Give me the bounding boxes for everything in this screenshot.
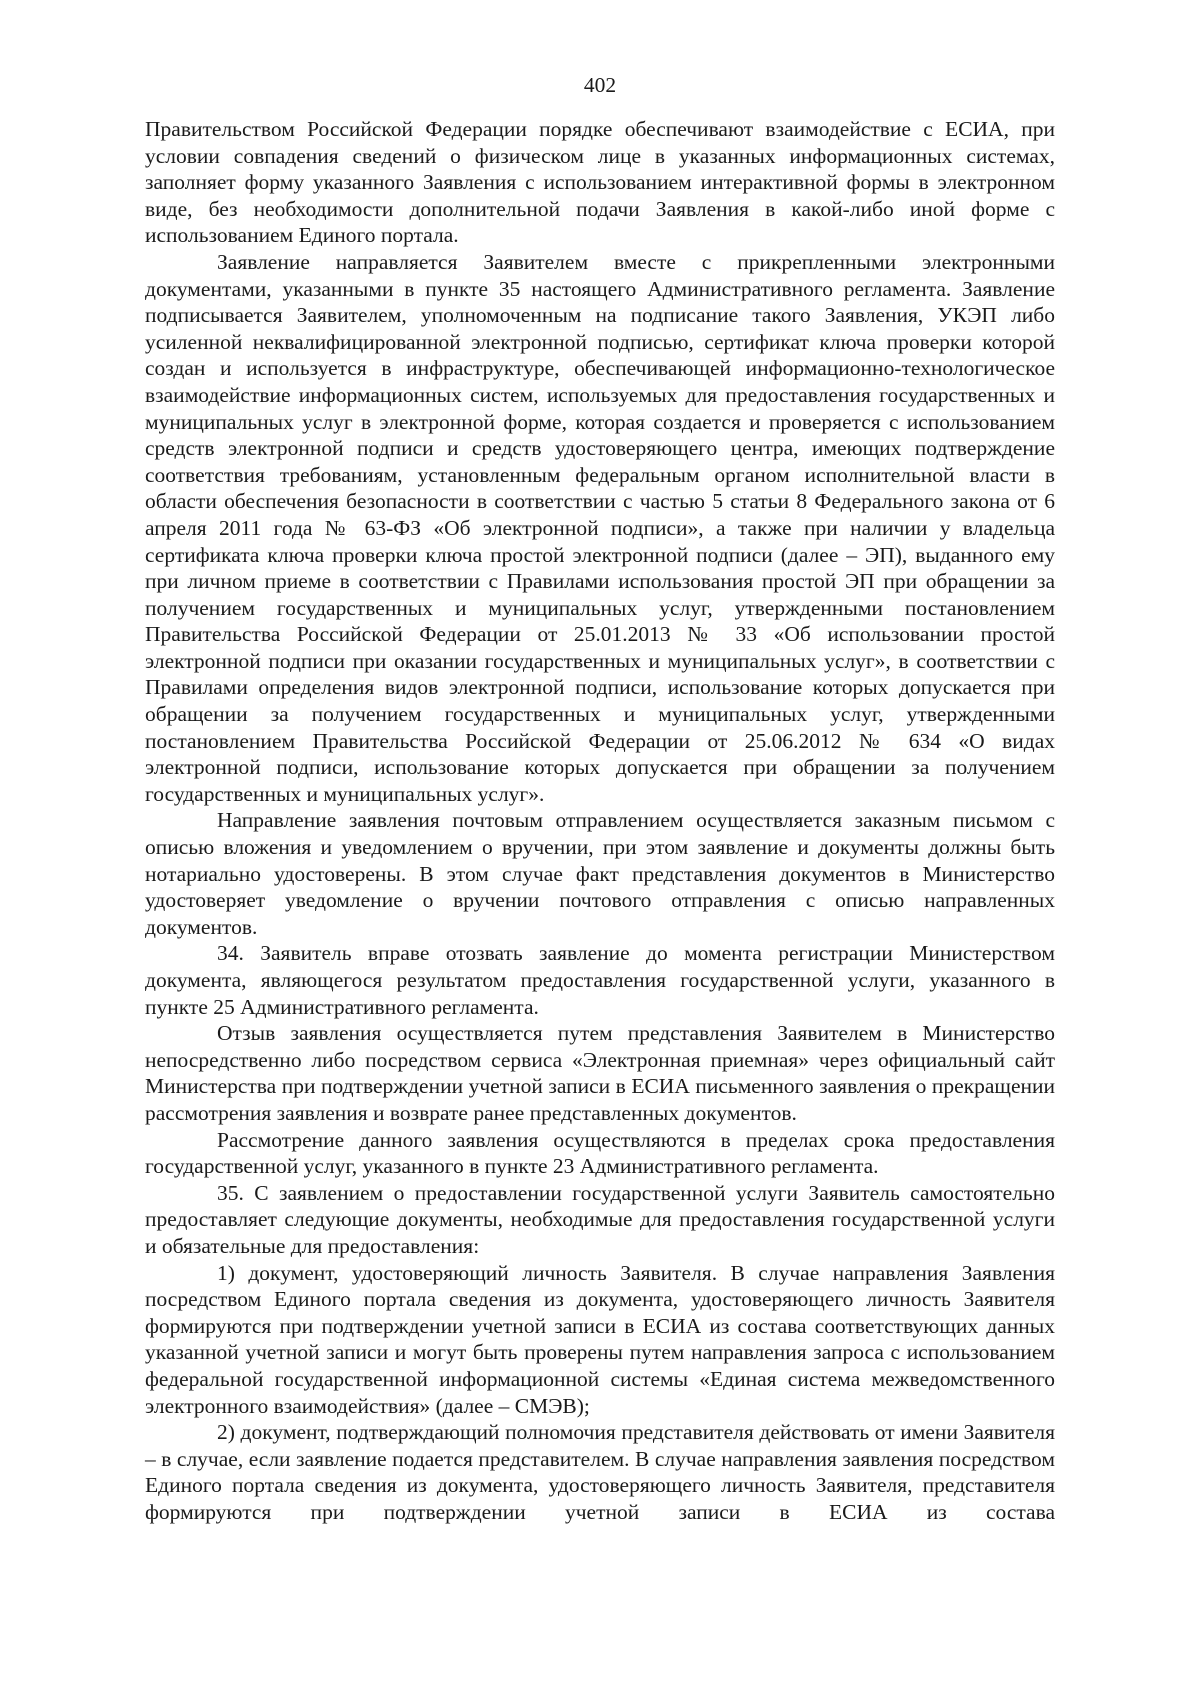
paragraph: Заявление направляется Заявителем вместе с прикрепленными электронными документами, указанными в пункте 35 настоящего Административного регламента. Заявление подписывается Заявителем, уполномоченным на подписание такого Заявления, УКЭП либо усиленной неквалифицированной электронной подписью, сертификат ключа проверки которой создан и используется в инфраструктуре, обеспечивающей информационно-технологическое взаимодействие информационных систем, используемых для предоставления государственных и муниципальных услуг в электронной форме, которая создается и проверяется с использованием средств электронной подписи и средств удостоверяющего центра, имеющих подтверждение соответствия требованиям, установленным федеральным органом исполнительной власти в области обеспечения безопасности в соответствии с частью 5 статьи 8 Федерального закона от 6 апреля 2011 года № 63-ФЗ «Об электронной подписи», а также при наличии у владельца сертификата ключа проверки ключа простой электронной подписи (далее – ЭП), выданного ему при личном приеме в соответствии с Правилами использования простой ЭП при обращении за получением государственных и муниципальных услуг, утвержденными постановлением Правительства Российской Федерации от 25.01.2013 № 33 «Об использовании простой электронной подписи при оказании государственных и муниципальных услуг», в соответствии с Правилами определения видов электронной подписи, использование которых допускается при обращении за получением государственных и муниципальных услуг, утвержденными постановлением Правительства Российской Федерации от 25.06.2012 № 634 «О видах электронной подписи, использование которых допускается при обращении за получением государственных и муниципальных услуг». [145, 249, 1055, 806]
paragraph: 2) документ, подтверждающий полномочия представителя действовать от имени Заявителя – в случае, если заявление подается представителем. В случае направления заявления посредством Единого портала сведения из документа, удостоверяющего личность Заявителя, представителя формируются при подтверждении учетной записи в ЕСИА из состава [145, 1420, 1055, 1524]
paragraph: Правительством Российской Федерации порядке обеспечивают взаимодействие с ЕСИА, при условии совпадения сведений о физическом лице в указанных информационных системах, заполняет форму указанного Заявления с использованием интерактивной формы в электронном виде, без необходимости дополнительной подачи Заявления в какой-либо иной форме с использованием Единого портала. [145, 117, 1055, 248]
paragraph: 35. С заявлением о предоставлении государственной услуги Заявитель самостоятельно предоставляет следующие документы, необходимые для предоставления государственной услуги и обязательные для предоставления: [145, 1180, 1055, 1258]
paragraph: 1) документ, удостоверяющий личность Заявителя. В случае направления Заявления посредством Единого портала сведения из документа, удостоверяющего личность Заявителя формируются при подтверждении учетной записи в ЕСИА из состава соответствующих данных указанной учетной записи и могут быть проверены путем направления запроса с использованием федеральной государственной информационной системы «Единая система межведомственного электронного взаимодействия» (далее – СМЭВ); [145, 1260, 1055, 1418]
document-body [145, 116, 1055, 1525]
paragraph: 34. Заявитель вправе отозвать заявление до момента регистрации Министерством документа, являющегося результатом предоставления государственной услуги, указанного в пункте 25 Административного регламента. [145, 941, 1055, 1019]
paragraph: Рассмотрение данного заявления осуществляются в пределах срока предоставления государственной услуг, указанного в пункте 23 Административного регламента. [145, 1127, 1055, 1179]
page-number: 402 [583, 73, 617, 97]
paragraph: Направление заявления почтовым отправлением осуществляется заказным письмом с описью вложения и уведомлением о вручении, при этом заявление и документы должны быть нотариально удостоверены. В этом случае факт представления документов в Министерство удостоверяет уведомление о вручении почтового отправления с описью направленных документов. [145, 808, 1055, 939]
paragraph: Отзыв заявления осуществляется путем представления Заявителем в Министерство непосредственно либо посредством сервиса «Электронная приемная» через официальный сайт Министерства при подтверждении учетной записи в ЕСИА письменного заявления о прекращении рассмотрения заявления и возврате ранее представленных документов. [145, 1021, 1055, 1125]
